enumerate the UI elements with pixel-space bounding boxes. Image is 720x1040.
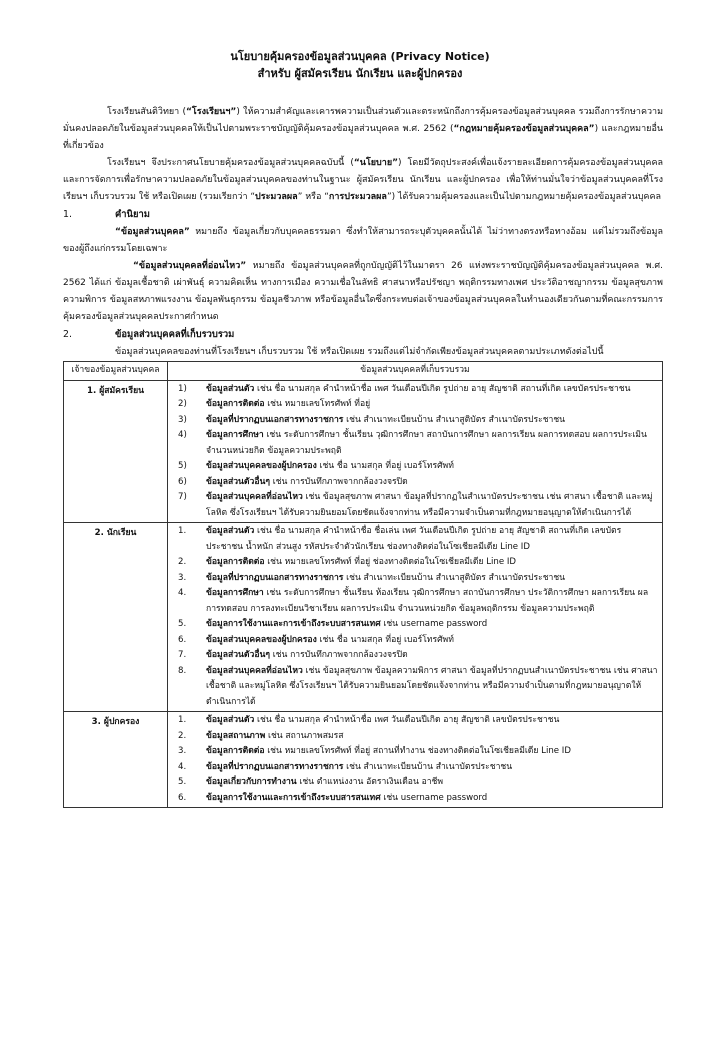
data-items-cell	[168, 712, 663, 808]
data-owner-category: 2. นักเรียน	[64, 523, 168, 712]
list-item-content	[206, 586, 658, 617]
personal-data-table	[63, 361, 663, 808]
list-item-description: เช่น การบันทึกภาพจากกล้องวงจรปิด	[269, 476, 408, 487]
list-item-category: ข้อมูลสถานภาพ	[206, 730, 266, 741]
list-item-description: เช่น ชื่อ นามสกุล ที่อยู่ เบอร์โทรศัพท์	[316, 634, 454, 645]
list-item-number: 6.	[178, 634, 187, 645]
list-item	[172, 760, 658, 776]
list-item-category: ข้อมูลส่วนตัวอื่นๆ	[206, 650, 270, 660]
list-item-number: 3.	[178, 572, 187, 583]
list-item-content	[206, 791, 658, 807]
list-item	[172, 791, 658, 807]
list-item-content	[206, 648, 658, 664]
definition-personal-data	[63, 224, 663, 258]
intro-term-processing: การประมวลผล	[328, 192, 387, 202]
list-item-category: ข้อมูลการติดต่อ	[206, 557, 265, 567]
definition-text: หมายถึง ข้อมูลเกี่ยวกับบุคคลธรรมดา ซึ่งทำให้สามารถระบุตัวบุคคลนั้นได้ ไม่ว่าทางตรงหรือทางอ้อม แต่ไม่รวมถึงข้อมูลของผู้ถึงแก่กรรมโดยเฉพาะ	[63, 227, 663, 254]
list-item-number: 5)	[178, 461, 187, 471]
list-item	[172, 633, 658, 649]
list-item	[172, 571, 658, 587]
list-item-description: เช่น ระดับการศึกษา ชั้นเรียน ห้องเรียน วุฒิการศึกษา สถาบันการศึกษา ประวัติการศึกษา ผลการเรียน ผลการทดสอบ การลงทะเบียนวิชาเรียน ผลการประเมิน จำนวนหน่วยกิต ข้อมูลพฤติกรรม ข้อมูลความประพฤติ	[206, 588, 649, 614]
intro-term-school: “โรงเรียนฯ”	[186, 107, 237, 117]
list-item-description: เช่น หมายเลขโทรศัพท์ ที่อยู่ สถานที่ทำงาน ช่องทางติดต่อในโซเชียลมีเดีย Line ID	[264, 746, 571, 756]
list-item-content	[206, 729, 658, 745]
list-item-description: เช่น ข้อมูลสุขภาพ ศาสนา ข้อมูลที่ปรากฏในสำเนาบัตรประชาชน เช่น ศาสนา เชื้อชาติ และหมู่โลหิต ซึ่งโรงเรียนฯ ได้รับความยินยอมโดยชัดแจ้งจากท่าน หรือมีความจำเป็นตามที่กฎหมายอนุญาตให้ดำเนินการได้	[206, 492, 653, 518]
list-item-category: ข้อมูลส่วนบุคคลที่อ่อนไหว	[206, 492, 303, 502]
table-header-row	[64, 362, 663, 381]
list-item	[172, 524, 658, 555]
list-item-description: เช่น สำเนาทะเบียนบ้าน สำเนาบัตรประชาชน	[343, 761, 513, 772]
list-item	[172, 475, 658, 491]
list-item-description: เช่น สถานภาพสมรส	[265, 730, 344, 741]
list-item	[172, 586, 658, 617]
intro-text: ) โดยมีวัตถุประสงค์เพื่อแจ้งรายละเอียดการคุ้มครองข้อมูลส่วนบุคคลและการจัดการเพื่อรักษาความปลอดภัยในข้อมูลส่วนบุคคลของท่านในฐานะ ผู้สมัครเรียน นักเรียน และผู้ปกครอง เพื่อให้ท่านมั่นใจว่าข้อมูลส่วนบุคคลที่โรงเรียนฯ เก็บรวบรวม ใช้ หรือเปิดเผย (รวมเรียกว่า “	[63, 158, 663, 202]
list-item-content	[206, 664, 658, 711]
list-item-category: ข้อมูลการติดต่อ	[206, 746, 265, 756]
list-item-number: 1)	[178, 383, 187, 394]
list-item-number: 7.	[178, 650, 187, 660]
list-item-description: เช่น สำเนาทะเบียนบ้าน สำเนาสูติบัตร สำเนาบัตรประชาชน	[343, 572, 566, 583]
list-item-description: เช่น ตำแหน่งงาน อัตราเงินเดือน อาชีพ	[296, 777, 444, 787]
table-header-owner: เจ้าของข้อมูลส่วนบุคคล	[64, 362, 168, 381]
list-item-category: ข้อมูลส่วนตัว	[206, 383, 255, 394]
list-item	[172, 713, 658, 729]
section-title: ข้อมูลส่วนบุคคลที่เก็บรวบรวม	[115, 329, 235, 340]
list-item-category: ข้อมูลส่วนตัวอื่นๆ	[206, 476, 270, 487]
definition-term: “ข้อมูลส่วนบุคคลที่อ่อนไหว”	[133, 261, 247, 271]
list-item-category: ข้อมูลการใช้งานและการเข้าถึงระบบสารสนเทศ	[206, 792, 381, 803]
list-item-description: เช่น username password	[380, 619, 488, 629]
list-item-content	[206, 571, 658, 587]
list-item-description: เช่น หมายเลขโทรศัพท์ ที่อยู่	[264, 399, 371, 409]
list-item-number: 1.	[178, 715, 187, 725]
table-header-data: ข้อมูลส่วนบุคคลที่เก็บรวบรวม	[168, 362, 663, 381]
list-item-content	[206, 713, 658, 729]
list-item-content	[206, 633, 658, 649]
data-items-cell	[168, 380, 663, 523]
intro-term-policy: “นโยบาย”	[353, 158, 399, 168]
list-item-category: ข้อมูลส่วนบุคคลของผู้ปกครอง	[206, 461, 317, 471]
data-owner-category: 1. ผู้สมัครเรียน	[64, 380, 168, 523]
definition-term: “ข้อมูลส่วนบุคคล”	[115, 227, 190, 237]
list-item	[172, 617, 658, 633]
intro-text: ) ให้ความสำคัญและเคารพความเป็นส่วนตัวและตระหนักถึงการคุ้มครองข้อมูลส่วนบุคคล รวมถึงการรักษาความมั่นคงปลอดภัยในข้อมูลส่วนบุคคลให้เป็นไปตามพระราชบัญญัติคุ้มครองข้อมูลส่วนบุคคล พ.ศ. 2562 (	[63, 107, 663, 134]
section-number: 2.	[63, 329, 72, 340]
intro-text: โรงเรียนสันติวิทยา (	[107, 107, 187, 117]
list-item-content	[206, 775, 658, 791]
list-item-number: 4.	[178, 588, 187, 598]
list-item-content	[206, 617, 658, 633]
data-items-cell	[168, 523, 663, 712]
list-item-category: ข้อมูลส่วนตัว	[206, 526, 255, 536]
list-item-category: ข้อมูลการใช้งานและการเข้าถึงระบบสารสนเทศ	[206, 619, 381, 629]
list-item-content	[206, 555, 658, 571]
list-item-number: 6.	[178, 792, 187, 803]
section-2-heading	[63, 326, 720, 344]
list-item-category: ข้อมูลที่ปรากฏบนเอกสารทางราชการ	[206, 761, 344, 772]
list-item	[172, 555, 658, 571]
list-item-content	[206, 382, 658, 398]
list-item	[172, 775, 658, 791]
list-item	[172, 648, 658, 664]
list-item-number: 5.	[178, 777, 187, 787]
list-item-category: ข้อมูลส่วนบุคคลที่อ่อนไหว	[206, 665, 303, 676]
section-title: คำนิยาม	[115, 209, 150, 220]
list-item	[172, 729, 658, 745]
list-item	[172, 428, 658, 459]
list-item-description: เช่น ชื่อ นามสกุล คำนำหน้าชื่อ ชื่อเล่น เพศ วันเดือนปีเกิด รูปถ่าย อายุ สัญชาติ สถานที่เกิด เลขบัตรประชาชน น้ำหนัก ส่วนสูง รหัสประจำตัวนักเรียน ช่องทางติดต่อในโซเชียลมีเดีย Line ID	[206, 526, 622, 552]
intro-text: ” หรือ “	[297, 192, 329, 202]
list-item-description: เช่น ข้อมูลสุขภาพ ข้อมูลความพิการ ศาสนา ข้อมูลที่ปรากฏบนสำเนาบัตรประชาชน เช่น ศาสนา เชื้อชาติ และหมู่โลหิต ซึ่งโรงเรียนฯ ได้รับความยินยอมโดยชัดแจ้งจากท่าน หรือมีความจำเป็นตามที่กฎหมายอนุญาตให้ดำเนินการได้	[206, 665, 658, 707]
list-item-number: 2)	[178, 399, 187, 409]
list-item-number: 6)	[178, 476, 187, 487]
list-item-number: 2.	[178, 557, 187, 567]
list-item-number: 4)	[178, 430, 187, 440]
list-item-content	[206, 744, 658, 760]
list-item-content	[206, 459, 658, 475]
list-item-description: เช่น การบันทึกภาพจากกล้องวงจรปิด	[269, 650, 408, 660]
list-item-description: เช่น หมายเลขโทรศัพท์ ที่อยู่ ช่องทางติดต่อในโซเชียลมีเดีย Line ID	[264, 557, 517, 567]
list-item	[172, 397, 658, 413]
list-item-content	[206, 397, 658, 413]
section-1-heading	[63, 206, 720, 224]
list-item-content	[206, 428, 658, 459]
intro-term-law: “กฎหมายคุ้มครองข้อมูลส่วนบุคคล”	[453, 124, 595, 134]
section-2-lead: ข้อมูลส่วนบุคคลของท่านที่โรงเรียนฯ เก็บรวบรวม ใช้ หรือเปิดเผย รวมถึงแต่ไม่จำกัดเพียงข้อมูลส่วนบุคคลตามประเภทดังต่อไปนี้	[115, 347, 604, 357]
document-title: นโยบายคุ้มครองข้อมูลส่วนบุคคล (Privacy Notice)	[230, 50, 490, 63]
section-number: 1.	[63, 209, 72, 220]
definition-sensitive-data	[63, 258, 663, 326]
list-item-description: เช่น ระดับการศึกษา ชั้นเรียน วุฒิการศึกษา สถาบันการศึกษา ผลการเรียน ผลการทดสอบ ผลการประเมิน จำนวนหน่วยกิต ข้อมูลความประพฤติ	[206, 430, 647, 456]
list-item-content	[206, 760, 658, 776]
list-item-category: ข้อมูลเกี่ยวกับการทำงาน	[206, 777, 297, 787]
list-item-description: เช่น ชื่อ นามสกุล ที่อยู่ เบอร์โทรศัพท์	[316, 461, 454, 471]
list-item-description: เช่น ชื่อ นามสกุล คำนำหน้าชื่อ เพศ วันเดือนปีเกิด อายุ สัญชาติ เลขบัตรประชาชน	[254, 715, 560, 725]
list-item-description: เช่น สำเนาทะเบียนบ้าน สำเนาสูติบัตร สำเนาบัตรประชาชน	[343, 414, 566, 425]
list-item-category: ข้อมูลการศึกษา	[206, 588, 264, 598]
intro-term-process: ประมวลผล	[255, 192, 298, 202]
intro-paragraph-2	[63, 155, 663, 206]
list-item-number: 5.	[178, 619, 187, 629]
table-row	[64, 523, 663, 712]
table-row	[64, 380, 663, 523]
list-item-category: ข้อมูลการติดต่อ	[206, 399, 265, 409]
list-item-number: 3.	[178, 746, 187, 756]
list-item-number: 7)	[178, 492, 187, 502]
list-item-number: 4.	[178, 761, 187, 772]
intro-text: โรงเรียนฯ จึงประกาศนโยบายคุ้มครองข้อมูลส่วนบุคคลฉบับนี้ (	[107, 158, 354, 168]
list-item-category: ข้อมูลการศึกษา	[206, 430, 264, 440]
list-item-category: ข้อมูลส่วนบุคคลของผู้ปกครอง	[206, 634, 317, 645]
list-item-content	[206, 490, 658, 521]
list-item	[172, 413, 658, 429]
list-item-content	[206, 413, 658, 429]
list-item-number: 8.	[178, 665, 187, 676]
list-item	[172, 744, 658, 760]
list-item-category: ข้อมูลที่ปรากฏบนเอกสารทางราชการ	[206, 572, 344, 583]
table-row	[64, 712, 663, 808]
list-item	[172, 459, 658, 475]
list-item-category: ข้อมูลส่วนตัว	[206, 715, 255, 725]
intro-text: ”) ได้รับความคุ้มครองและเป็นไปตามกฎหมายคุ้มครองข้อมูลส่วนบุคคล	[386, 192, 661, 202]
list-item	[172, 382, 658, 398]
document-subtitle: สำหรับ ผู้สมัครเรียน นักเรียน และผู้ปกครอง	[257, 67, 463, 80]
list-item-category: ข้อมูลที่ปรากฏบนเอกสารทางราชการ	[206, 414, 344, 425]
list-item	[172, 664, 658, 711]
list-item-number: 1.	[178, 526, 187, 536]
data-owner-category: 3. ผู้ปกครอง	[64, 712, 168, 808]
list-item-description: เช่น ชื่อ นามสกุล คำนำหน้าชื่อ เพศ วันเดือนปีเกิด รูปถ่าย อายุ สัญชาติ สถานที่เกิด เลขบัตรประชาชน	[254, 383, 631, 394]
definition-text: หมายถึง ข้อมูลส่วนบุคคลที่ถูกบัญญัติไว้ในมาตรา 26 แห่งพระราชบัญญัติคุ้มครองข้อมูลส่วนบุคคล พ.ศ. 2562 ได้แก่ ข้อมูลเชื้อชาติ เผ่าพันธุ์ ความคิดเห็น ทางการเมือง ความเชื่อในลัทธิ ศาสนาหรือปรัชญา พฤติกรรมทางเพศ ประวัติอาชญากรรม ข้อมูลสุขภาพ ความพิการ ข้อมูลสหภาพแรงงาน ข้อมูลพันธุกรรม ข้อมูลชีวภาพ หรือข้อมูลอื่นใดซึ่งกระทบต่อเจ้าของข้อมูลส่วนบุคคลในทำนองเดียวกันตามที่คณะกรรมการคุ้มครองข้อมูลส่วนบุคคลประกาศกำหนด	[63, 261, 663, 322]
list-item-content	[206, 475, 658, 491]
list-item-content	[206, 524, 658, 555]
intro-text: ) และกฎหมายอื่นที่เกี่ยวข้อง	[63, 124, 664, 151]
list-item	[172, 490, 658, 521]
list-item-description: เช่น username password	[380, 792, 488, 803]
intro-paragraph-1	[63, 104, 663, 155]
list-item-number: 2.	[178, 730, 187, 741]
list-item-number: 3)	[178, 414, 187, 425]
